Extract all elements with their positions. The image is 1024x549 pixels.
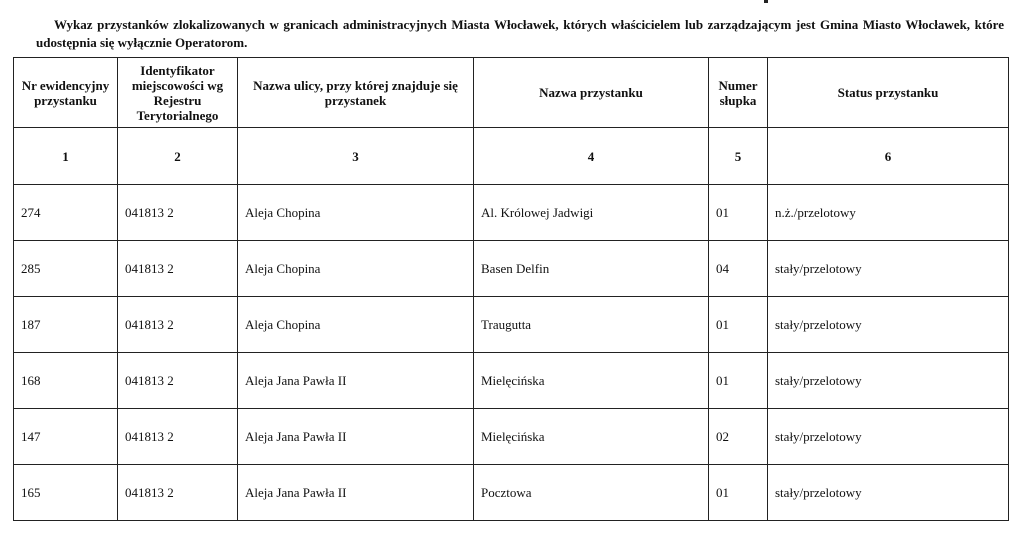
column-number: 6 <box>768 128 1009 185</box>
cell-street-name: Aleja Jana Pawła II <box>238 353 474 409</box>
cell-stop-status: stały/przelotowy <box>768 241 1009 297</box>
cell-stop-name: Traugutta <box>474 297 709 353</box>
cell-locality-id: 041813 2 <box>118 353 238 409</box>
column-number: 2 <box>118 128 238 185</box>
cell-street-name: Aleja Jana Pawła II <box>238 465 474 521</box>
cell-stop-name: Mielęcińska <box>474 353 709 409</box>
header-stop-name: Nazwa przystanku <box>474 58 709 128</box>
cell-stop-number: 187 <box>14 297 118 353</box>
table-row <box>14 353 1009 409</box>
cell-locality-id: 041813 2 <box>118 297 238 353</box>
header-street-name: Nazwa ulicy, przy której znajduje się przystanek <box>238 58 474 128</box>
cell-street-name: Aleja Chopina <box>238 185 474 241</box>
cell-post-number: 01 <box>709 297 768 353</box>
column-number: 4 <box>474 128 709 185</box>
cell-stop-number: 147 <box>14 409 118 465</box>
column-number: 3 <box>238 128 474 185</box>
page-edge-mark <box>764 0 768 3</box>
cell-stop-name: Basen Delfin <box>474 241 709 297</box>
table-row <box>14 241 1009 297</box>
column-number: 5 <box>709 128 768 185</box>
table-header-row <box>14 58 1009 128</box>
cell-stop-number: 285 <box>14 241 118 297</box>
cell-stop-status: stały/przelotowy <box>768 409 1009 465</box>
cell-post-number: 01 <box>709 465 768 521</box>
cell-stop-status: stały/przelotowy <box>768 297 1009 353</box>
cell-post-number: 04 <box>709 241 768 297</box>
cell-stop-number: 168 <box>14 353 118 409</box>
cell-stop-status: stały/przelotowy <box>768 353 1009 409</box>
cell-stop-name: Mielęcińska <box>474 409 709 465</box>
cell-street-name: Aleja Chopina <box>238 241 474 297</box>
document-title: Wykaz przystanków zlokalizowanych w granicach administracyjnych Miasta Włocławek, których właścicielem lub zarządzającym jest Gmina Miasto Włocławek, które udostępnia się wyłącznie Operatorom. <box>36 17 1004 50</box>
cell-post-number: 01 <box>709 353 768 409</box>
bus-stops-table <box>13 57 1009 521</box>
table-row <box>14 409 1009 465</box>
table-row <box>14 465 1009 521</box>
header-locality-id: Identyfikator miejscowości wg Rejestru Terytorialnego <box>118 58 238 128</box>
cell-locality-id: 041813 2 <box>118 185 238 241</box>
table-row <box>14 185 1009 241</box>
cell-post-number: 01 <box>709 185 768 241</box>
header-post-number: Numer słupka <box>709 58 768 128</box>
cell-locality-id: 041813 2 <box>118 241 238 297</box>
cell-locality-id: 041813 2 <box>118 409 238 465</box>
cell-street-name: Aleja Jana Pawła II <box>238 409 474 465</box>
cell-stop-status: stały/przelotowy <box>768 465 1009 521</box>
column-number-row <box>14 128 1009 185</box>
cell-stop-number: 165 <box>14 465 118 521</box>
column-number: 1 <box>14 128 118 185</box>
cell-post-number: 02 <box>709 409 768 465</box>
header-stop-status: Status przystanku <box>768 58 1009 128</box>
header-stop-number: Nr ewidencyjny przystanku <box>14 58 118 128</box>
cell-locality-id: 041813 2 <box>118 465 238 521</box>
cell-street-name: Aleja Chopina <box>238 297 474 353</box>
cell-stop-name: Pocztowa <box>474 465 709 521</box>
cell-stop-status: n.ż./przelotowy <box>768 185 1009 241</box>
cell-stop-number: 274 <box>14 185 118 241</box>
cell-stop-name: Al. Królowej Jadwigi <box>474 185 709 241</box>
table-row <box>14 297 1009 353</box>
